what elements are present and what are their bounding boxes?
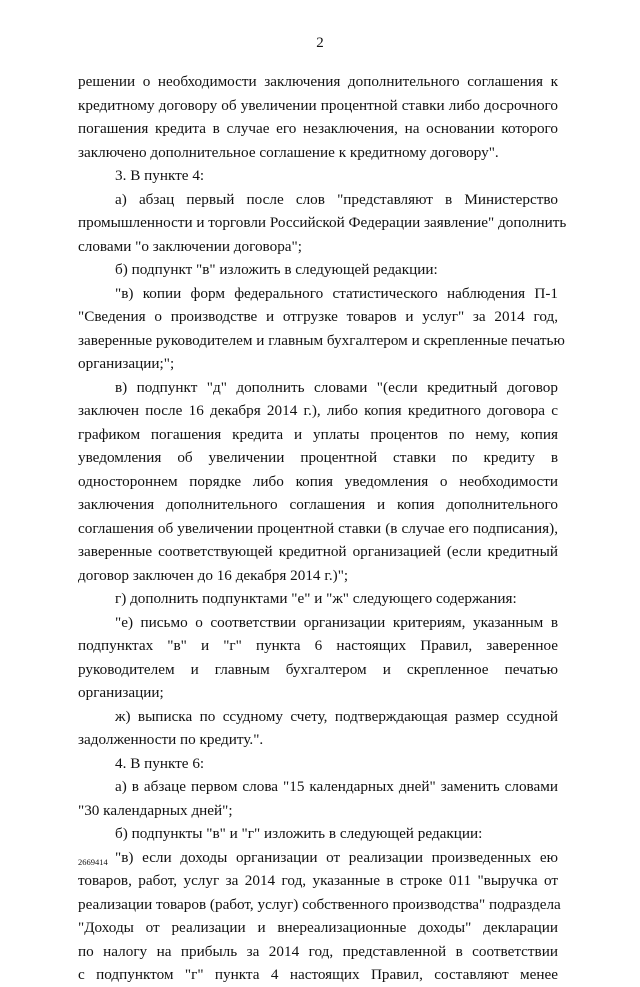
document-code: 2669414: [78, 857, 108, 867]
text-line: уведомления об увеличении процентной ставки по кредиту в: [78, 449, 558, 466]
text-line: подпунктах "в" и "г" пункта 6 настоящих Правил, заверенное: [78, 637, 558, 654]
text-line: заверенные руководителем и главным бухгалтером и скрепленные печатью: [78, 331, 565, 349]
text-line: по налогу на прибыль за 2014 год, представленной в соответствии: [78, 942, 558, 960]
text-line: руководителем и главным бухгалтером и скрепленное печатью: [78, 660, 558, 678]
text-line: словами "о заключении договора";: [78, 237, 302, 255]
text-line: в) подпункт "д" дополнить словами "(если кредитный договор: [115, 378, 558, 396]
text-line: договор заключен до 16 декабря 2014 г.)";: [78, 566, 349, 584]
text-line: товаров, работ, услуг за 2014 год, указанные в строке 011 "выручка от: [78, 872, 558, 889]
text-line: с подпунктом "г" пункта 4 настоящих Правил, составляют менее: [78, 966, 558, 983]
text-line: "Доходы от реализации и внереализационные доходы" декларации: [78, 919, 558, 936]
text-line: г) дополнить подпунктами "е" и "ж" следующего содержания:: [115, 590, 517, 607]
text-line: а) абзац первый после слов "представляют в Министерство: [115, 190, 558, 208]
text-line: а) в абзаце первом слова "15 календарных дней" заменить словами: [115, 778, 558, 795]
text-line: заключения дополнительного соглашения и копия дополнительного: [78, 496, 558, 513]
text-line: "в) если доходы организации от реализации произведенных ею: [115, 848, 558, 866]
page-number: 2: [316, 35, 324, 51]
text-line: ж) выписка по ссудному счету, подтверждающая размер ссудной: [115, 707, 558, 725]
text-line: заключено дополнительное соглашение к кредитному договору".: [78, 143, 499, 161]
text-line: соглашения об увеличении процентной ставки (в случае его подписания),: [78, 519, 558, 537]
text-line: б) подпункт "в" изложить в следующей редакции:: [115, 261, 438, 278]
text-line: решении о необходимости заключения дополнительного соглашения к: [78, 73, 558, 90]
text-line: 3. В пункте 4:: [115, 167, 205, 184]
text-line: б) подпункты "в" и "г" изложить в следующей редакции:: [115, 825, 483, 842]
text-line: погашения кредита в случае его незаключения, на основании которого: [78, 120, 558, 137]
text-line: 4. В пункте 6:: [115, 754, 205, 772]
text-line: "Сведения о производстве и отгрузке товаров и услуг" за 2014 год,: [78, 308, 558, 325]
text-line: кредитному договору об увеличении процентной ставки либо досрочного: [78, 96, 558, 114]
text-line: заключен после 16 декабря 2014 г.), либо копия кредитного договора с: [78, 402, 558, 419]
text-line: графиком погашения кредита и уплаты процентов по нему, копия: [78, 425, 558, 443]
text-line: задолженности по кредиту.".: [78, 731, 264, 748]
text-line: заверенные соответствующей кредитной организацией (если кредитный: [78, 543, 558, 560]
text-line: промышленности и торговли Российской Федерации заявление" дополнить: [78, 214, 567, 231]
text-line: "30 календарных дней";: [78, 801, 233, 819]
document-body: [78, 70, 567, 987]
text-line: реализации товаров (работ, услуг) собственного производства" подраздела: [78, 895, 561, 913]
text-line: "в) копии форм федерального статистического наблюдения П-1: [115, 284, 558, 302]
text-line: одностороннем порядке либо копия уведомления о необходимости: [78, 472, 558, 490]
text-line: "е) письмо о соответствии организации критериям, указанным в: [115, 613, 558, 631]
text-line: организации;";: [78, 355, 175, 372]
text-line: организации;: [78, 684, 164, 701]
